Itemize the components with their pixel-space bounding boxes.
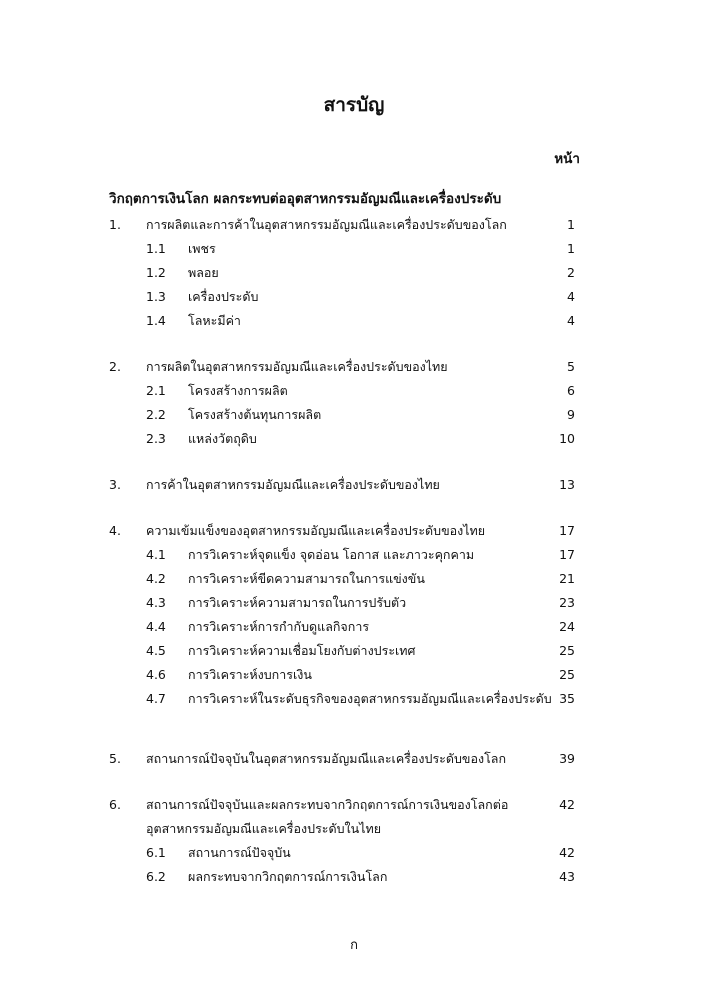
entry-number: 1.1 [146,241,166,256]
entry-title: ผลกระทบจากวิกฤตการณ์การเงินโลก [188,869,388,884]
toc-entry-1-1[interactable] [109,237,575,261]
entry-number: 2.1 [146,383,166,398]
entry-title: การวิเคราะห์งบการเงิน [188,667,312,682]
entry-number: 1.2 [146,265,166,280]
toc-entry-1-2[interactable] [109,261,575,285]
chapter-title: การผลิตและการค้าในอุตสาหกรรมอัญมณีและเครื่องประดับของโลก [146,217,507,232]
chapter-number: 1. [109,217,121,232]
chapter-number: 4. [109,523,121,538]
entry-title: เพชร [188,241,216,256]
toc-chapter-6[interactable] [109,793,575,817]
section-heading: วิกฤตการเงินโลก ผลกระทบต่ออุตสาหกรรมอัญมณีและเครื่องประดับ [109,191,502,207]
toc-entry-6-2[interactable] [109,865,575,889]
page-number: 42 [559,797,575,812]
spacer [109,333,575,355]
toc-entry-4-4[interactable] [109,615,575,639]
entry-title: สถานการณ์ปัจจุบัน [188,845,291,860]
entry-title: แหล่งวัตถุดิบ [188,431,257,446]
page-number: 24 [559,619,575,634]
page-number: 17 [559,523,575,538]
toc-chapter-5[interactable] [109,747,575,771]
table-of-contents [109,186,575,889]
chapter-number: 2. [109,359,121,374]
entry-number: 4.5 [146,643,166,658]
toc-chapter-4[interactable] [109,519,575,543]
entry-title: เครื่องประดับ [188,289,259,304]
entry-number: 4.3 [146,595,166,610]
page-number: 25 [559,667,575,682]
entry-title: การวิเคราะห์ความเชื่อมโยงกับต่างประเทศ [188,643,416,658]
entry-number: 4.6 [146,667,166,682]
toc-entry-4-3[interactable] [109,591,575,615]
page-number: 6 [567,383,575,398]
toc-chapter-3[interactable] [109,473,575,497]
entry-title: การวิเคราะห์ขีดความสามารถในการแข่งขัน [188,571,425,586]
chapter-title: การค้าในอุตสาหกรรมอัญมณีและเครื่องประดับของไทย [146,477,440,492]
entry-number: 6.2 [146,869,166,884]
entry-number: 6.1 [146,845,166,860]
toc-entry-4-1[interactable] [109,543,575,567]
toc-chapter-1[interactable] [109,213,575,237]
page-number: 17 [559,547,575,562]
page-number: 13 [559,477,575,492]
chapter-title: สถานการณ์ปัจจุบันในอุตสาหกรรมอัญมณีและเครื่องประดับของโลก [146,751,507,766]
toc-entry-6-1[interactable] [109,841,575,865]
entry-number: 4.7 [146,691,166,706]
toc-title: สารบัญ [323,94,385,116]
toc-entry-2-3[interactable] [109,427,575,451]
chapter-number: 3. [109,477,121,492]
chapter-title-continuation: อุตสาหกรรมอัญมณีและเครื่องประดับในไทย [146,821,382,836]
page-number: 39 [559,751,575,766]
entry-number: 2.3 [146,431,166,446]
footer-page-number: ก [350,938,358,953]
toc-entry-4-5[interactable] [109,639,575,663]
entry-number: 1.3 [146,289,166,304]
chapter-title: สถานการณ์ปัจจุบันและผลกระทบจากวิกฤตการณ์การเงินของโลกต่อ [146,797,509,812]
entry-title: การวิเคราะห์ในระดับธุรกิจของอุตสาหกรรมอัญมณีและเครื่องประดับ [188,691,552,706]
page-number: 35 [559,691,575,706]
page-number: 4 [567,313,575,328]
entry-title: พลอย [188,265,219,280]
chapter-number: 6. [109,797,121,812]
page-number: 2 [567,265,575,280]
page-number: 1 [567,241,575,256]
toc-chapter-6-continuation [109,817,575,841]
entry-title: โครงสร้างต้นทุนการผลิต [188,407,322,422]
chapter-number: 5. [109,751,121,766]
page-number: 42 [559,845,575,860]
entry-title: การวิเคราะห์การกำกับดูแลกิจการ [188,619,370,634]
page-number: 9 [567,407,575,422]
page-number: 5 [567,359,575,374]
entry-number: 1.4 [146,313,166,328]
toc-entry-2-2[interactable] [109,403,575,427]
spacer [109,711,575,747]
entry-title: โครงสร้างการผลิต [188,383,288,398]
entry-title: การวิเคราะห์จุดแข็ง จุดอ่อน โอกาส และภาวะคุกคาม [188,547,475,562]
chapter-title: ความเข้มแข็งของอุตสาหกรรมอัญมณีและเครื่องประดับของไทย [146,523,486,538]
page-number: 43 [559,869,575,884]
spacer [109,771,575,793]
page-number: 4 [567,289,575,304]
toc-entry-1-3[interactable] [109,285,575,309]
toc-entry-4-6[interactable] [109,663,575,687]
page-number: 1 [567,217,575,232]
toc-entry-1-4[interactable] [109,309,575,333]
toc-entry-4-7[interactable] [109,687,575,711]
toc-entry-4-2[interactable] [109,567,575,591]
spacer [109,497,575,519]
entry-number: 4.1 [146,547,166,562]
entry-number: 4.4 [146,619,166,634]
toc-chapter-2[interactable] [109,355,575,379]
entry-title: การวิเคราะห์ความสามารถในการปรับตัว [188,595,407,610]
entry-title: โลหะมีค่า [188,313,241,328]
page-number: 23 [559,595,575,610]
chapter-title: การผลิตในอุตสาหกรรมอัญมณีและเครื่องประดับของไทย [146,359,448,374]
page-number: 21 [559,571,575,586]
page-number: 10 [559,431,575,446]
page-column-label: หน้า [554,151,580,167]
spacer [109,451,575,473]
page-number: 25 [559,643,575,658]
entry-number: 2.2 [146,407,166,422]
entry-number: 4.2 [146,571,166,586]
toc-entry-2-1[interactable] [109,379,575,403]
